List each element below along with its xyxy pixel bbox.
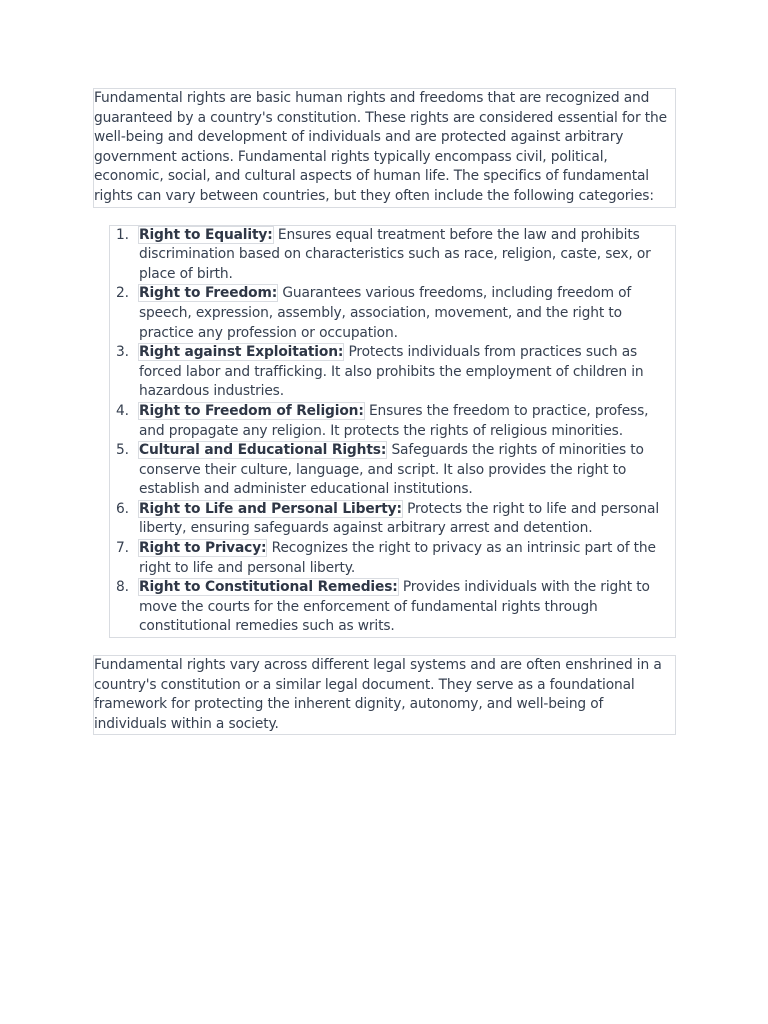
list-item <box>116 226 675 285</box>
intro-paragraph: Fundamental rights are basic human rights and freedoms that are recognized and guaranteed by a country's constitution. These rights are considered essential for the well-being and development of individuals and are protected against arbitrary government actions. Fundamental rights typically encompass civil, political, economic, social, and cultural aspects of human life. The specifics of fundamental rights can vary between countries, but they often include the following categories: <box>93 88 676 208</box>
rights-list <box>110 226 675 637</box>
list-item-number: 6. <box>116 500 129 517</box>
right-description: Protects the right to life and personal liberty, ensuring safeguards against arbitrary arrest and detention. <box>139 500 660 537</box>
list-item <box>116 343 675 402</box>
right-term: Right to Privacy: <box>139 540 267 557</box>
right-term: Right to Freedom: <box>139 285 278 302</box>
right-description: Ensures the freedom to practice, profess, and propagate any religion. It protects the rights of religious minorities. <box>139 402 649 439</box>
right-description: Ensures equal treatment before the law and prohibits discrimination based on characteristics such as race, religion, caste, sex, or place of birth. <box>139 226 651 282</box>
right-term: Right to Freedom of Religion: <box>139 402 364 419</box>
list-item-number: 4. <box>116 402 129 419</box>
list-item-number: 5. <box>116 442 129 459</box>
list-item-number: 7. <box>116 540 129 557</box>
list-item-number: 3. <box>116 344 129 361</box>
right-term: Right to Life and Personal Liberty: <box>139 500 402 517</box>
right-description: Safeguards the rights of minorities to conserve their culture, language, and script. It also provides the right to establish and administer educational institutions. <box>139 442 644 498</box>
right-description: Provides individuals with the right to move the courts for the enforcement of fundamental rights through constitutional remedies such as writs. <box>139 579 650 635</box>
list-item <box>116 441 675 500</box>
list-item <box>116 539 675 578</box>
right-description: Guarantees various freedoms, including freedom of speech, expression, assembly, association, movement, and the right to practice any profession or occupation. <box>139 285 632 341</box>
conclusion-paragraph: Fundamental rights vary across different legal systems and are often enshrined in a country's constitution or a similar legal document. They serve as a foundational framework for protecting the inherent dignity, autonomy, and well-being of individuals within a society. <box>93 655 676 735</box>
document-body <box>93 88 676 735</box>
right-term: Right to Equality: <box>139 226 273 243</box>
list-item-number: 1. <box>116 226 129 243</box>
list-item-number: 2. <box>116 285 129 302</box>
list-item <box>116 578 675 637</box>
right-term: Right to Constitutional Remedies: <box>139 579 398 596</box>
right-description: Recognizes the right to privacy as an intrinsic part of the right to life and personal liberty. <box>139 540 656 576</box>
right-description: Protects individuals from practices such as forced labor and trafficking. It also prohibits the employment of children in hazardous industries. <box>139 344 644 400</box>
right-term: Cultural and Educational Rights: <box>139 442 387 459</box>
list-item <box>116 402 675 441</box>
list-item <box>116 500 675 539</box>
list-item <box>116 284 675 343</box>
rights-list-container <box>109 225 676 638</box>
list-item-number: 8. <box>116 579 129 596</box>
right-term: Right against Exploitation: <box>139 344 344 361</box>
